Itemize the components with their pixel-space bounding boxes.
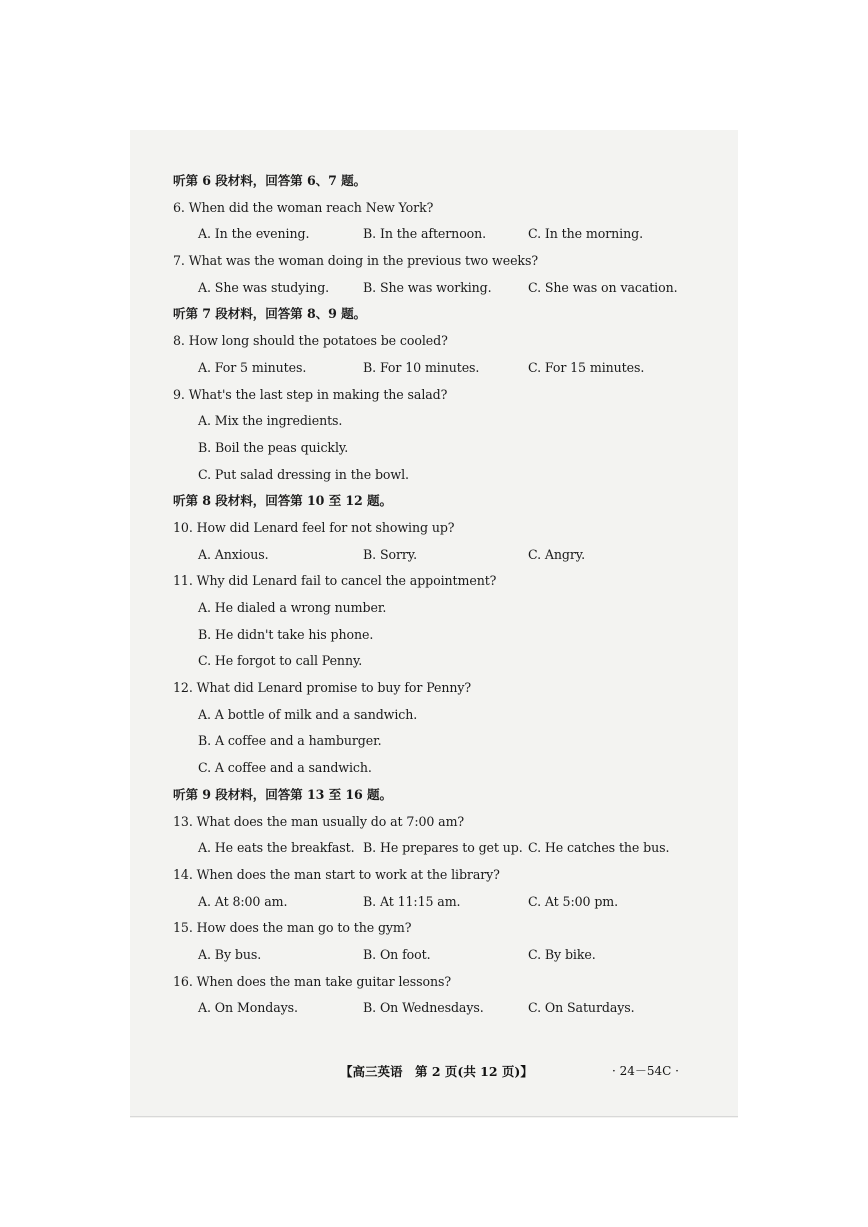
- page-bottom-edge: [130, 1116, 738, 1117]
- option-a: A. A bottle of milk and a sandwich.: [198, 706, 418, 722]
- option-a: A. Mix the ingredients.: [198, 413, 343, 429]
- option-a: A. In the evening.: [198, 226, 310, 242]
- option-c: C. For 15 minutes.: [528, 359, 645, 375]
- option-c: C. On Saturdays.: [528, 1000, 635, 1016]
- option-row: [163, 221, 683, 248]
- option-c: C. A coffee and a sandwich.: [198, 760, 372, 776]
- option-c: C. Put salad dressing in the bowl.: [198, 466, 409, 482]
- option-c: C. Angry.: [528, 546, 586, 562]
- question-stem: 10. How did Lenard feel for not showing up?: [173, 519, 455, 535]
- option-a: A. For 5 minutes.: [198, 359, 307, 375]
- option-b: B. Boil the peas quickly.: [198, 439, 349, 455]
- option-a: A. On Mondays.: [198, 1000, 298, 1016]
- option-row: [163, 275, 683, 302]
- exam-page-content: [163, 168, 683, 1022]
- option-a: A. He eats the breakfast.: [198, 840, 355, 856]
- option-row: [163, 835, 683, 862]
- section-header: 听第 9 段材料，回答第 13 至 16 题。: [173, 786, 392, 802]
- question-stem: 9. What's the last step in making the salad?: [173, 386, 448, 402]
- question-stem: 7. What was the woman doing in the previous two weeks?: [173, 253, 538, 269]
- section-header: 听第 8 段材料，回答第 10 至 12 题。: [173, 493, 392, 509]
- option-c: C. By bike.: [528, 946, 596, 962]
- option-row: [163, 942, 683, 969]
- question-stem: 13. What does the man usually do at 7:00 am?: [173, 813, 465, 829]
- option-a: A. Anxious.: [198, 546, 269, 562]
- option-a: A. At 8:00 am.: [198, 893, 288, 909]
- question-stem: 15. How does the man go to the gym?: [173, 920, 412, 936]
- option-a: A. By bus.: [198, 946, 262, 962]
- page-footer-code: · 24－54C ·: [612, 1064, 679, 1078]
- question-stem: 6. When did the woman reach New York?: [173, 199, 434, 215]
- option-c: C. He catches the bus.: [528, 840, 670, 856]
- page-footer-title: 【高三英语 第 2 页(共 12 页)】: [340, 1064, 533, 1079]
- section-header: 听第 6 段材料，回答第 6、7 题。: [173, 173, 367, 188]
- option-b: B. On foot.: [363, 946, 431, 962]
- option-a: A. He dialed a wrong number.: [198, 600, 387, 615]
- question-stem: 11. Why did Lenard fail to cancel the appointment?: [173, 573, 497, 589]
- question-stem: 16. When does the man take guitar lessons?: [173, 973, 451, 989]
- option-row: [163, 995, 683, 1022]
- question-stem: 8. How long should the potatoes be cooled?: [173, 333, 448, 349]
- option-c: C. In the morning.: [528, 226, 643, 242]
- question-stem: 12. What did Lenard promise to buy for Penny?: [173, 680, 472, 696]
- option-c: C. She was on vacation.: [528, 279, 678, 295]
- option-row: [163, 542, 683, 569]
- option-row: [163, 889, 683, 916]
- section-header: 听第 7 段材料，回答第 8、9 题。: [173, 306, 367, 322]
- option-b: B. She was working.: [363, 279, 492, 295]
- option-b: B. He didn't take his phone.: [198, 626, 374, 642]
- option-c: C. He forgot to call Penny.: [198, 653, 363, 669]
- option-b: B. A coffee and a hamburger.: [198, 733, 382, 749]
- option-b: B. On Wednesdays.: [363, 1000, 484, 1016]
- option-b: B. For 10 minutes.: [363, 359, 480, 375]
- option-b: B. Sorry.: [363, 546, 418, 562]
- question-stem: 14. When does the man start to work at the library?: [173, 866, 500, 882]
- option-a: A. She was studying.: [198, 279, 330, 295]
- option-row: [163, 355, 683, 382]
- option-b: B. At 11:15 am.: [363, 893, 461, 909]
- option-b: B. In the afternoon.: [363, 226, 487, 242]
- option-b: B. He prepares to get up.: [363, 840, 523, 856]
- option-c: C. At 5:00 pm.: [528, 893, 619, 909]
